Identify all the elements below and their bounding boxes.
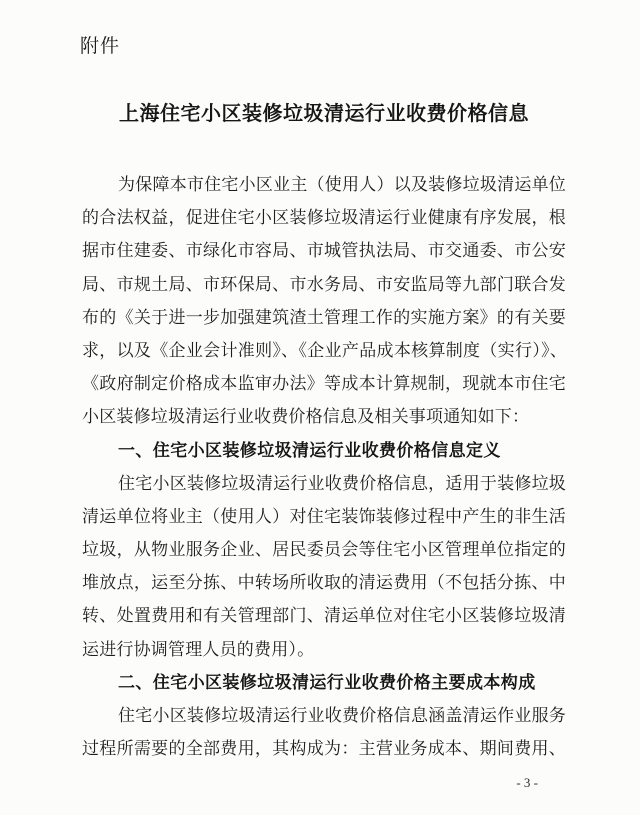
document-title: 上海住宅小区装修垃圾清运行业收费价格信息 xyxy=(119,103,529,125)
text-line: 运进行协调管理人员的费用）。 xyxy=(82,639,315,659)
text-line: 垃圾，从物业服务企业、居民委员会等住宅小区管理单位指定的 xyxy=(82,540,566,560)
page-number: - 3 - xyxy=(516,775,538,790)
text-line: 的合法权益，促进住宅小区装修垃圾清运行业健康有序发展，根 xyxy=(82,208,566,228)
text-line: 为保障本市住宅小区业主（使用人）以及装修垃圾清运单位 xyxy=(118,175,566,194)
text-line: 住宅小区装修垃圾清运行业收费价格信息，适用于装修垃圾 xyxy=(118,473,566,493)
text-line: 据市住建委、市绿化市容局、市城管执法局、市交通委、市公安 xyxy=(82,241,566,261)
attachment-label: 附件 xyxy=(80,36,121,57)
section-heading-2: 二、住宅小区装修垃圾清运行业收费价格主要成本构成 xyxy=(118,672,536,692)
text-line: 布的《关于进一步加强建筑渣土管理工作的实施方案》的有关要 xyxy=(82,307,566,327)
document-body xyxy=(82,168,566,765)
text-line: 转、处置费用和有关管理部门、清运单位对住宅小区装修垃圾清 xyxy=(82,606,566,626)
text-line: 局、市规土局、市环保局、市水务局、市安监局等九部门联合发 xyxy=(82,274,566,294)
text-line: 过程所需要的全部费用，其构成为：主营业务成本、期间费用、 xyxy=(82,739,566,759)
text-line: 求，以及《企业会计准则》、《企业产品成本核算制度（实行）》、 xyxy=(82,340,566,360)
text-line: 清运单位将业主（使用人）对住宅装饰装修过程中产生的非生活 xyxy=(82,506,566,526)
text-line: 小区装修垃圾清运行业收费价格信息及相关事项通知如下： xyxy=(82,407,530,427)
text-line: 堆放点，运至分拣、中转场所收取的清运费用（不包括分拣、中 xyxy=(82,573,566,593)
text-line: 住宅小区装修垃圾清运行业收费价格信息涵盖清运作业服务 xyxy=(118,706,566,725)
section-heading-1: 一、住宅小区装修垃圾清运行业收费价格信息定义 xyxy=(118,440,501,460)
text-line: 《政府制定价格成本监审办法》等成本计算规制，现就本市住宅 xyxy=(82,374,566,394)
